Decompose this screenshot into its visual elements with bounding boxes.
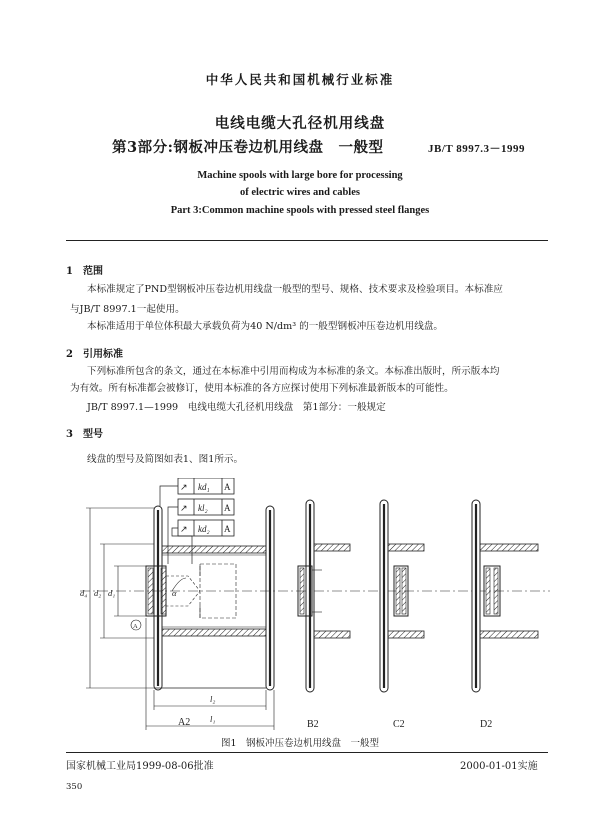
section-2-para-1a: 下列标准所包含的条文，通过在本标准中引用而构成为本标准的条文。本标准出版时，所示版本均	[87, 366, 500, 377]
section-2-heading: 2 引用标准	[66, 349, 123, 360]
dimension-lines	[86, 508, 274, 730]
title-en-line2: of electric wires and cables	[240, 187, 360, 198]
dim-d4: d₄	[80, 588, 88, 598]
title-en-line3: Part 3:Common machine spools with pressed steel flanges	[170, 205, 430, 216]
spool-type-b2	[298, 500, 350, 692]
header-rule	[66, 240, 548, 241]
dim-l1: l₁	[210, 714, 216, 724]
spool-type-c2	[380, 500, 424, 692]
dim-alpha: α	[172, 588, 177, 598]
footer-rule	[66, 752, 548, 753]
tolerance-datum: A	[224, 503, 231, 513]
section-1-para-1a: 本标准规定了PND型钢板冲压卷边机用线盘一般型的型号、规格、技术要求及检验项目。本标准应	[87, 284, 503, 295]
title-cn-line1: 电线电缆大孔径机用线盘	[214, 115, 386, 132]
tolerance-frame-kl2	[178, 499, 234, 515]
dim-d2: d₂	[94, 588, 102, 598]
tolerance-symbol: ↗	[180, 503, 188, 513]
datum-a: A	[133, 623, 138, 630]
issuer-approval: 国家机械工业局1999-08-06批准	[66, 761, 214, 772]
title-cn-line2: 第3部分:钢板冲压卷边机用线盘 一般型	[112, 139, 384, 156]
figure-1-spool-drawing	[60, 478, 560, 753]
section-3-para-1: 线盘的型号及简图如表1、图1所示。	[87, 454, 244, 465]
effective-date: 2000-01-01实施	[460, 761, 538, 772]
spool-type-d2	[472, 500, 538, 692]
tolerance-datum: A	[224, 524, 231, 534]
type-label-a2: A2	[178, 717, 191, 728]
standard-code: JB/T 8997.3－1999	[428, 143, 526, 155]
section-2-reference: JB/T 8997.1—1999 电线电缆大孔径机用线盘 第1部分：一般规定	[87, 402, 386, 413]
dim-d1: d₁	[108, 588, 116, 598]
tolerance-value: kl₂	[198, 503, 208, 513]
tolerance-frame-kd2	[178, 520, 234, 536]
section-2-para-1b: 为有效。所有标准都会被修订，使用本标准的各方应探讨使用下列标准最新版本的可能性。	[70, 383, 454, 394]
dim-l2: l₂	[210, 694, 216, 704]
title-en-line1: Machine spools with large bore for processing	[197, 170, 403, 181]
section-3-heading: 3 型号	[66, 429, 103, 440]
type-label-c2: C2	[393, 719, 405, 730]
type-label-b2: B2	[307, 719, 319, 730]
section-1-para-1b: 与JB/T 8997.1一起使用。	[70, 304, 185, 315]
type-label-d2: D2	[480, 719, 493, 730]
spool-type-a2	[146, 506, 274, 690]
tolerance-value: kd₂	[198, 524, 210, 534]
standard-category: 中华人民共和国机械行业标准	[205, 72, 395, 87]
tolerance-value: kd₁	[198, 482, 210, 492]
tolerance-datum: A	[224, 482, 231, 492]
tolerance-symbol: ↗	[180, 524, 188, 534]
figure-1-caption: 图1 钢板冲压卷边机用线盘 一般型	[220, 738, 380, 749]
section-1-heading: 1 范围	[66, 266, 103, 277]
page-number: 350	[66, 782, 83, 792]
tolerance-symbol: ↗	[180, 482, 188, 492]
tolerance-frame-kd1	[178, 478, 234, 494]
section-1-para-2: 本标准适用于单位体积最大承载负荷为40 N/dm³ 的一般型钢板冲压卷边机用线盘。	[87, 321, 444, 332]
